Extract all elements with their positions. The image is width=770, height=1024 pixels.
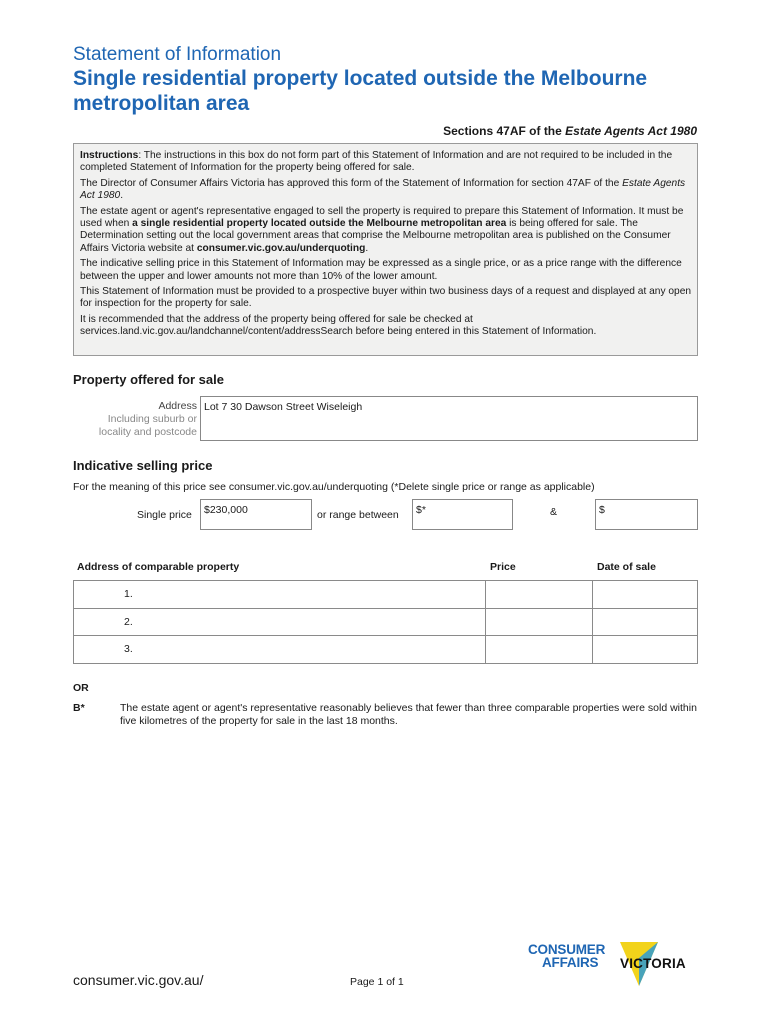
option-b-text: The estate agent or agent's representative reasonably believes that fewer than three comparable properties were sold within five kilometres of the property for sale in the last 18 months. <box>120 702 697 727</box>
option-b-marker: B* <box>73 702 85 714</box>
comparable-address-cell[interactable]: 2. <box>74 608 486 636</box>
table-row <box>74 581 698 609</box>
page-title: Single residential property located outside the Melbourne metropolitan area <box>73 67 648 115</box>
logo-line-affairs: AFFAIRS <box>542 955 599 970</box>
range-ampersand: & <box>550 506 558 518</box>
comparable-date-cell[interactable] <box>593 581 698 609</box>
consumer-affairs-victoria-logo <box>528 940 708 990</box>
single-price-field[interactable]: $230,000 <box>200 499 312 530</box>
underquoting-link[interactable]: consumer.vic.gov.au/underquoting <box>196 242 366 254</box>
price-meaning: For the meaning of this price see consumer.vic.gov.au/underquoting (*Delete single price or range as applicable) <box>73 481 595 493</box>
instructions-box <box>73 143 698 356</box>
comparable-price-cell[interactable] <box>486 608 593 636</box>
footer-url[interactable]: consumer.vic.gov.au/ <box>73 972 204 988</box>
comparable-price-cell[interactable] <box>486 581 593 609</box>
sections-act: Estate Agents Act 1980 <box>565 124 697 138</box>
col-address-header: Address of comparable property <box>77 561 240 573</box>
address-label-main: Address <box>158 400 197 412</box>
price-heading: Indicative selling price <box>73 458 213 473</box>
instructions-p3b: is being offered for sale. The Determination setting out the local government areas that comprise the Melbourne metropolitan area is published on the Consumer Affairs Victoria website at <box>80 218 671 254</box>
range-high-field[interactable]: $ <box>595 499 698 530</box>
table-row <box>74 636 698 664</box>
table-row <box>74 608 698 636</box>
logo-line-consumer: CONSUMER <box>528 942 606 957</box>
comparable-address-cell[interactable]: 1. <box>74 581 486 609</box>
instructions-p3 <box>80 206 693 256</box>
instructions-p2-end: . <box>120 190 124 202</box>
comparable-date-cell[interactable] <box>593 608 698 636</box>
address-field[interactable]: Lot 7 30 Dawson Street Wiseleigh <box>200 396 698 441</box>
instructions-p2-act: Estate Agents Act 1980 <box>80 177 686 202</box>
address-label-sub1: Including suburb or <box>107 413 197 425</box>
comparables-table <box>73 580 698 664</box>
instructions-p3a: The estate agent or agent's representative engaged to sell the property is required to prepare this Statement of Information. It must be used when <box>80 205 684 230</box>
address-label-sub2: locality and postcode <box>98 426 197 438</box>
address-label <box>73 400 197 439</box>
instructions-p6: It is recommended that the address of the property being offered for sale be checked at services.land.vic.gov.au/landchannel/content/addressSearch before being entered in this Statement of Information. <box>80 313 597 338</box>
sections-reference <box>443 124 697 138</box>
comparable-address-cell[interactable]: 3. <box>74 636 486 664</box>
comparable-price-cell[interactable] <box>486 636 593 664</box>
comparable-date-cell[interactable] <box>593 636 698 664</box>
single-price-label: Single price <box>137 509 192 521</box>
instructions-p1 <box>80 150 693 175</box>
property-heading: Property offered for sale <box>73 372 224 387</box>
instructions-p3-end: . <box>365 242 369 254</box>
logo-line-victoria: VICTORIA <box>620 956 686 971</box>
or-separator: OR <box>73 682 89 694</box>
instructions-p2 <box>80 178 693 203</box>
sections-prefix: Sections 47AF of the <box>443 124 566 138</box>
range-label: or range between <box>317 509 399 521</box>
instructions-p1-text: : The instructions in this box do not form part of this Statement of Information and are not required to be included in the completed Statement of Information for the property being offered for sale. <box>80 150 673 174</box>
col-price-header: Price <box>490 561 516 573</box>
instructions-p3-bold: a single residential property located outside the Melbourne metropolitan area <box>132 218 507 230</box>
instructions-p2-text: The Director of Consumer Affairs Victoria has approved this form of the Statement of Information for section 47AF of the <box>80 177 623 189</box>
form-kicker: Statement of Information <box>73 44 282 65</box>
page-number: Page 1 of 1 <box>350 976 404 988</box>
instructions-p5: This Statement of Information must be provided to a prospective buyer within two business days of a request and displayed at any open for inspection for the property for sale. <box>80 286 692 310</box>
instructions-p4: The indicative selling price in this Statement of Information may be expressed as a single price, or as a price range with the difference between the upper and lower amounts not more than 10% of the lower amount. <box>80 258 682 282</box>
range-low-field[interactable]: $* <box>412 499 513 530</box>
col-date-header: Date of sale <box>597 561 656 573</box>
instructions-label: Instructions <box>80 150 139 161</box>
